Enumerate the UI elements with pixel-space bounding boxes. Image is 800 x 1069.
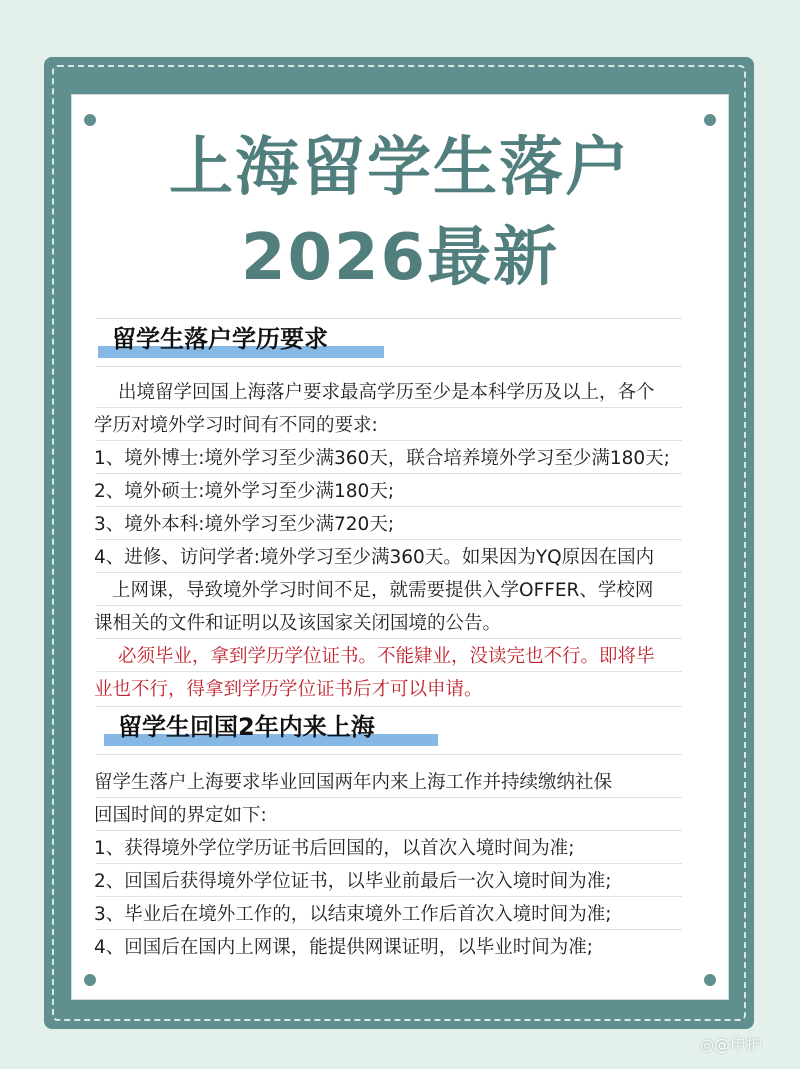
section1-item4-line2: 上网课，导致境外学习时间不足，就需要提供入学OFFER、学校网	[112, 580, 654, 601]
section2-item2: 2、回国后获得境外学位证书，以毕业前最后一次入境时间为准;	[94, 871, 612, 892]
divider	[96, 366, 682, 367]
section1-item2: 2、境外硕士:境外学习至少满180天;	[94, 481, 395, 502]
divider	[96, 638, 682, 639]
section1-item4-line1: 4、进修、访问学者:境外学习至少满360天。如果因为YQ原因在国内	[94, 547, 655, 568]
section2-intro-line1: 留学生落户上海要求毕业回国两年内来上海工作并持续缴纳社保	[94, 772, 613, 793]
divider	[96, 539, 682, 540]
section2-heading	[104, 712, 438, 746]
section2-item3: 3、毕业后在境外工作的，以结束境外工作后首次入境时间为准;	[94, 904, 612, 925]
section1-item1: 1、境外博士:境外学习至少满360天，联合培养境外学习至少满180天;	[94, 448, 670, 469]
section2-intro-line2: 回国时间的界定如下:	[94, 805, 267, 826]
section1-warning-line2: 业也不行，得拿到学历学位证书后才可以申请。	[94, 679, 483, 700]
divider	[96, 706, 682, 707]
section1-intro-line2: 学历对境外学习时间有不同的要求:	[94, 415, 378, 436]
divider	[96, 929, 682, 930]
section1-item4-line3: 课相关的文件和证明以及该国家关闭国境的公告。	[94, 613, 502, 634]
divider	[96, 318, 682, 319]
divider	[96, 863, 682, 864]
section2-heading-text: 留学生回国2年内来上海	[118, 713, 375, 741]
section2-item1: 1、获得境外学位学历证书后回国的，以首次入境时间为准;	[94, 838, 575, 859]
divider	[96, 473, 682, 474]
divider	[96, 605, 682, 606]
section1-intro-line1: 出境留学回国上海落户要求最高学历至少是本科学历及以上，各个	[118, 382, 655, 403]
divider	[96, 572, 682, 573]
divider	[96, 896, 682, 897]
section1-heading-text: 留学生落户学历要求	[112, 325, 328, 353]
section1-heading	[98, 324, 384, 358]
corner-dot-top-right	[704, 114, 716, 126]
divider	[96, 830, 682, 831]
page-title-line2: 2026最新	[240, 221, 560, 295]
corner-dot-bottom-right	[704, 974, 716, 986]
divider	[96, 407, 682, 408]
section1-item3: 3、境外本科:境外学习至少满720天;	[94, 514, 395, 535]
page-title-line1: 上海留学生落户	[169, 131, 631, 205]
divider	[96, 797, 682, 798]
divider	[96, 671, 682, 672]
section1-warning-line1: 必须毕业，拿到学历学位证书。不能肄业，没读完也不行。即将毕	[118, 646, 655, 667]
divider	[96, 506, 682, 507]
section2-item4: 4、回国后在国内上网课，能提供网课证明，以毕业时间为准;	[94, 937, 594, 958]
corner-dot-bottom-left	[84, 974, 96, 986]
watermark: ◎@申护	[700, 1035, 762, 1054]
corner-dot-top-left	[84, 114, 96, 126]
divider	[96, 754, 682, 755]
divider	[96, 440, 682, 441]
